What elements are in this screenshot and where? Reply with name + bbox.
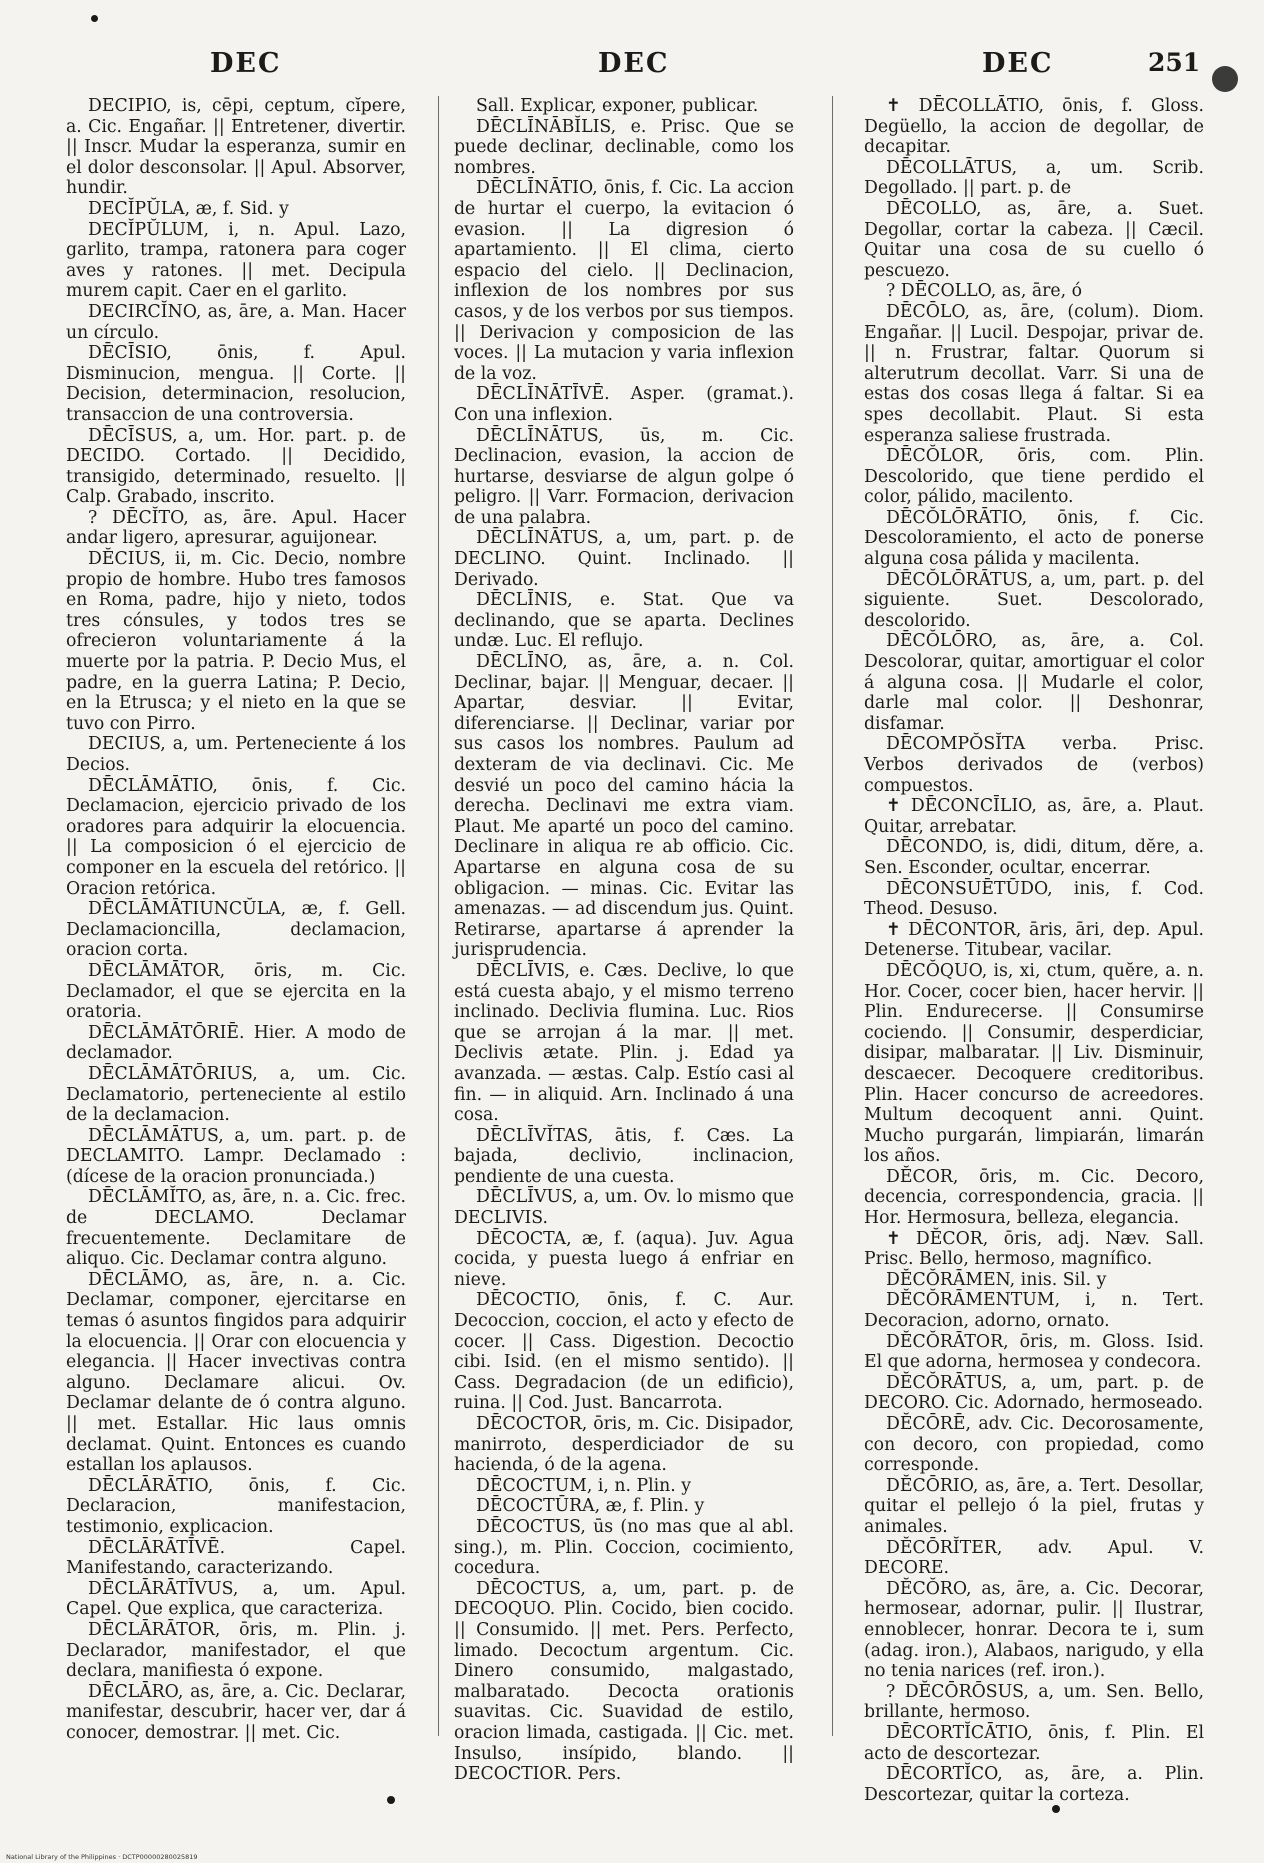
dictionary-entry: DĔCŎRĀMENTUM, i, n. Tert. Decoracion, adorno, ornato. — [864, 1290, 1204, 1332]
dictionary-entry: DĒCOCTIO, ōnis, f. C. Aur. Decoccion, coccion, el acto y efecto de cocer. || Cass. Digestion. Decoctio cibi. Isid. (en el mismo sentido). || Cass. Degradacion (de un edificio), ruina. || Cod. Just. Bancarrota. — [454, 1290, 794, 1414]
dictionary-entry: ✝ DĔCOR, ōris, adj. Næv. Sall. Prisc. Bello, hermoso, magnífico. — [864, 1228, 1204, 1270]
dictionary-entry: DĔCIUS, ii, m. Cic. Decio, nombre propio de hombre. Hubo tres famosos en Roma, padre, hijo y nieto, todos tres cónsules, y todos tres se ofrecieron voluntariamente á la muerte por la patria. P. Decio Mus, el padre, en la guerra Latina; P. Decio, en la Etrusca; y el nieto en la que se tuvo con Pirro. — [66, 549, 406, 734]
dictionary-entry: DECIUS, a, um. Perteneciente á los Decios. — [66, 734, 406, 775]
dictionary-entry: ✝ DĒCONTOR, āris, āri, dep. Apul. Detenerse. Titubear, vacilar. — [864, 919, 1204, 961]
dictionary-entry: DĔCŎRĀMEN, inis. Sil. y — [886, 1269, 1107, 1290]
ink-spot — [387, 1796, 395, 1804]
dictionary-entry: ? DĔCŌRŌSUS, a, um. Sen. Bello, brillante, hermoso. — [864, 1681, 1204, 1723]
column-3 — [864, 96, 1204, 1805]
dictionary-entry: DĒCOCTA, æ, f. (aqua). Juv. Agua cocida, y puesta luego á enfriar en nieve. — [454, 1228, 794, 1290]
column-1 — [66, 96, 406, 1744]
dictionary-entry: DĒCOMPŎSĬTA verba. Prisc. Verbos derivados de (verbos) compuestos. — [864, 734, 1204, 796]
digitization-credit: National Library of the Philippines · DCTP00000280025819 — [6, 1853, 198, 1861]
header-right-guideword: DEC — [982, 48, 1054, 79]
dictionary-entry: DĒCLĀMĬTO, as, āre, n. a. Cic. frec. de DECLAMO. Declamar frecuentemente. Declamitare de aliquo. Cic. Declamar contra alguno. — [66, 1187, 406, 1270]
dictionary-entry: DĒCONSUĒTŪDO, inis, f. Cod. Theod. Desuso. — [864, 878, 1204, 920]
dictionary-entry: DĒCŎLOR, ōris, com. Plin. Descolorido, que tiene perdido el color, pálido, macilento. — [864, 446, 1204, 508]
dictionary-entry: DĒCLĀRĀTOR, ōris, m. Plin. j. Declarador, manifestador, el que declara, manifiesta ó expone. — [66, 1619, 406, 1682]
dictionary-entry: ✝ DĒCONCĪLIO, as, āre, a. Plaut. Quitar, arrebatar. — [864, 796, 1204, 837]
dictionary-entry: DĒCOLLĀTUS, a, um. Scrib. Degollado. || part. p. de — [864, 157, 1204, 199]
dictionary-entry: DĒCOCTOR, ōris, m. Cic. Disipador, manirroto, desperdiciador de su hacienda, ó de la agena. — [454, 1414, 794, 1476]
dictionary-entry: DĒCŌLO, as, āre, (colum). Diom. Engañar. || Lucil. Despojar, privar de. || n. Frustrar, faltar. Quorum si alterutrum decollat. Varr. Si una de estas dos cosas llega á faltar. Si ea spes decollabit. Plaut. Si esta esperanza saliese frustrada. — [864, 301, 1204, 446]
dictionary-entry: ✝ DĒCOLLĀTIO, ōnis, f. Gloss. Degüello, la accion de degollar, de decapitar. — [864, 96, 1204, 158]
dictionary-entry: DECĬPŬLA, æ, f. Sid. y — [88, 198, 289, 219]
dictionary-entry: DĒCONDO, is, didi, ditum, dĕre, a. Sen. Esconder, ocultar, encerrar. — [864, 837, 1204, 878]
dictionary-entry: DĒCLĪVUS, a, um. Ov. lo mismo que DECLIVIS. — [454, 1187, 794, 1229]
dictionary-entry: DĔCŎRĀTOR, ōris, m. Gloss. Isid. El que adorna, hermosea y condecora. — [864, 1331, 1204, 1373]
page-number: 251 — [1148, 48, 1201, 77]
dictionary-entry: DĒCLĀRĀTIO, ōnis, f. Cic. Declaracion, manifestacion, testimonio, explicacion. — [66, 1475, 406, 1537]
dictionary-entry: Sall. Explicar, exponer, publicar. — [476, 96, 759, 116]
dictionary-entry: DĒCLĪNIS, e. Stat. Que va declinando, que se aparta. Declines undæ. Luc. El reflujo. — [454, 590, 794, 652]
dictionary-entry: DĒCLĀMĀTŌRIĒ. Hier. A modo de declamador. — [66, 1022, 406, 1064]
dictionary-entry: DĒCOCTUM, i, n. Plin. y — [476, 1475, 692, 1496]
dictionary-entry: DĒCLĀMĀTIO, ōnis, f. Cic. Declamacion, ejercicio privado de los oradores para adquirir la elocuencia. || La composicion ó el ejercicio de componer en la escuela del retórico. || Oracion retórica. — [66, 775, 406, 899]
dictionary-entry: DĒCLĀMĀTŌRIUS, a, um. Cic. Declamatorio, perteneciente al estilo de la declamacion. — [66, 1063, 406, 1126]
running-header — [0, 48, 1264, 88]
dictionary-entry: DĒCOLLO, as, āre, a. Suet. Degollar, cortar la cabeza. || Cæcil. Quitar una cosa de su cuello ó pescuezo. — [864, 198, 1204, 281]
dictionary-entry: DĒCLĪNĀTĪVĒ. Asper. (gramat.). Con una inflexion. — [454, 384, 794, 425]
dictionary-entry: DĒCLĀMĀTIUNCŬLA, æ, f. Gell. Declamacioncilla, declamacion, oracion corta. — [66, 899, 406, 961]
dictionary-entry: DĒCLĪNĀTUS, ūs, m. Cic. Declinacion, evasion, la accion de hurtarse, desviarse de algun golpe ó peligro. || Varr. Formacion, derivacion de una palabra. — [454, 425, 794, 528]
dictionary-entry: DĒCORTĬCO, as, āre, a. Plin. Descortezar, quitar la corteza. — [864, 1764, 1204, 1805]
column-2 — [454, 96, 794, 1785]
column-rule-1 — [438, 96, 439, 1736]
ink-spot — [1212, 66, 1238, 92]
dictionary-entry: DĔCŎRĀTUS, a, um, part. p. de DECORO. Cic. Adornado, hermoseado. — [864, 1372, 1204, 1414]
dictionary-entry: DĒCLĪNO, as, āre, a. n. Col. Declinar, bajar. || Menguar, decaer. || Apartar, desviar. || Evitar, diferenciarse. || Declinar, variar por sus casos los nombres. Paulum ad dexteram de via declinavi. Cic. Me desvié un poco del camino hácia la derecha. Declinavi me extra viam. Plaut. Me aparté un poco del camino. Declinare in aliqua re ab officio. Cic. Apartarse en alguna cosa de su obligacion. — minas. Cic. Evitar las amenazas. — ad discendum jus. Quint. Retirarse, apartarse á aprender la jurisprudencia. — [454, 652, 794, 961]
header-left-guideword: DEC — [210, 48, 282, 79]
dictionary-entry: DĒCOCTŪRA, æ, f. Plin. y — [476, 1496, 705, 1517]
header-center-guideword: DEC — [598, 48, 670, 79]
dictionary-entry: DĔCŌRĒ, adv. Cic. Decorosamente, con decoro, con propiedad, como corresponde. — [864, 1414, 1204, 1476]
dictionary-entry: DĒCORTĬCĀTIO, ōnis, f. Plin. El acto de descortezar. — [864, 1722, 1204, 1764]
column-rule-2 — [832, 96, 833, 1736]
dictionary-entry: DĒCLĪNĀBĬLIS, e. Prisc. Que se puede declinar, declinable, como los nombres. — [454, 116, 794, 178]
dictionary-entry: DĒCLĀMĀTUS, a, um. part. p. de DECLAMITO. Lampr. Declamado : (dícese de la oracion pronunciada.) — [66, 1125, 406, 1187]
dictionary-entry: DĒCLĀMO, as, āre, n. a. Cic. Declamar, componer, ejercitarse en temas ó asuntos fingidos para adquirir la elocuencia. || Orar con elocuencia y elegancia. || Hacer invectivas contra alguno. Declamare alicui. Ov. Declamar delante de ó contra alguno. || met. Estallar. Hic laus omnis declamat. Quint. Entonces es cuando estallan los aplausos. — [66, 1269, 406, 1476]
ink-spot — [91, 15, 98, 22]
dictionary-entry: DĒCLĪVIS, e. Cæs. Declive, lo que está cuesta abajo, y el mismo terreno inclinado. Declivia flumina. Luc. Rios que se arrojan á la mar. || met. Declivis ætate. Plin. j. Edad ya avanzada. — æstas. Calp. Estío casi al fin. — in aliquid. Arn. Inclinado á una cosa. — [454, 960, 794, 1126]
dictionary-entry: DĒCLĀRĀTĪVĒ. Capel. Manifestando, caracterizando. — [66, 1537, 406, 1579]
dictionary-entry: DĔCOR, ōris, m. Cic. Decoro, decencia, correspondencia, gracia. || Hor. Hermosura, belleza, elegancia. — [864, 1166, 1204, 1229]
dictionary-entry: DĒCLĀMĀTOR, ōris, m. Cic. Declamador, el que se ejercita en la oratoria. — [66, 960, 406, 1023]
dictionary-entry: DĒCOCTUS, a, um, part. p. de DECOQUO. Plin. Cocido, bien cocido. || Consumido. || met. Pers. Perfecto, limado. Decoctum argentum. Cic. Dinero consumido, malgastado, malbaratado. Decocta orationis suavitas. Cic. Suavidad de estilo, oracion limada, castigada. || Cic. met. Insulso, insípido, blando. || DECOCTIOR. Pers. — [454, 1578, 794, 1785]
dictionary-entry: DĒCLĀRĀTĪVUS, a, um. Apul. Capel. Que explica, que caracteriza. — [66, 1578, 406, 1620]
dictionary-entry: DĒCŎLŌRO, as, āre, a. Col. Descolorar, quitar, amortiguar el color á alguna cosa. || Mudarle el color, darle mal color. || Deshonrar, disfamar. — [864, 631, 1204, 734]
dictionary-entry: DĒCOCTUS, ūs (no mas que al abl. sing.), m. Plin. Coccion, cocimiento, cocedura. — [454, 1516, 794, 1579]
dictionary-entry: DECĬPŬLUM, i, n. Apul. Lazo, garlito, trampa, ratonera para coger aves y ratones. || met. Decipula murem capit. Caer en el garlito. — [66, 219, 406, 302]
dictionary-entry: ? DĒCOLLO, as, āre, ó — [886, 281, 1083, 302]
dictionary-entry: DĒCLĪNĀTUS, a, um, part. p. de DECLINO. Quint. Inclinado. || Derivado. — [454, 528, 794, 590]
dictionary-entry: DECIRCĬNO, as, āre, a. Man. Hacer un círculo. — [66, 301, 406, 343]
dictionary-entry: ? DĒCĬTO, as, āre. Apul. Hacer andar ligero, apresurar, aguijonear. — [66, 507, 406, 549]
dictionary-entry: DĒCLĪVĬTAS, ātis, f. Cæs. La bajada, declivio, inclinacion, pendiente de una cuesta. — [454, 1125, 794, 1187]
dictionary-entry: DĔCŎRO, as, āre, a. Cic. Decorar, hermosear, adornar, pulir. || Ilustrar, ennoblecer, honrar. Decora te i, sum (adag. iron.), Alabaos, narigudo, y ella no tenia narices (ref. iron.). — [864, 1578, 1204, 1682]
dictionary-entry: DĒCLĪNĀTIO, ōnis, f. Cic. La accion de hurtar el cuerpo, la evitacion ó evasion. || La digresion ó apartamiento. || El clima, cierto espacio del cielo. || Declinacion, inflexion de los nombres por sus casos, y de los verbos por sus tiempos. || Derivacion y composicion de las voces. || La mutacion y varia inflexion de la voz. — [454, 178, 795, 384]
dictionary-entry: DĒCŎLŌRĀTUS, a, um, part. p. del siguiente. Suet. Descolorado, descolorido. — [864, 569, 1204, 631]
dictionary-entry: DĒCLĀRO, as, āre, a. Cic. Declarar, manifestar, descubrir, hacer ver, dar á conocer, demostrar. || met. Cic. — [66, 1681, 406, 1743]
dictionary-entry: DĒCĪSIO, ōnis, f. Apul. Disminucion, mengua. || Corte. || Decision, determinacion, resolucion, transaccion de una controversia. — [66, 343, 406, 425]
dictionary-entry: DĒCŎLŌRĀTIO, ōnis, f. Cic. Descoloramiento, el acto de ponerse alguna cosa pálida y macilenta. — [864, 507, 1204, 570]
dictionary-entry: DECIPIO, is, cēpi, ceptum, cĭpere, a. Cic. Engañar. || Entretener, divertir. || Inscr. Mudar la esperanza, sumir en el dolor desconsolar. || Apul. Absorver, hundir. — [66, 96, 406, 199]
dictionary-entry: DĔCŌRIO, as, āre, a. Tert. Desollar, quitar el pellejo ó la piel, frutas y animales. — [864, 1475, 1204, 1537]
dictionary-entry: DĒCĪSUS, a, um. Hor. part. p. de DECIDO. Cortado. || Decidido, transigido, determinado, resuelto. || Calp. Grabado, inscrito. — [66, 425, 406, 508]
dictionary-entry: DĒCŎQUO, is, xi, ctum, quĕre, a. n. Hor. Cocer, cocer bien, hacer hervir. || Plin. Endurecerse. || Consumirse cociendo. || Consumir, desperdiciar, disipar, malbaratar. || Liv. Disminuir, descaecer. Decoquere creditoribus. Plin. Hacer concurso de acreedores. Multum decoquent anni. Quint. Mucho purgarán, limpiarán, limarán los años. — [864, 960, 1204, 1167]
dictionary-entry: DĔCŌRĬTER, adv. Apul. V. DECORE. — [864, 1537, 1204, 1579]
ink-spot — [1052, 1805, 1060, 1813]
